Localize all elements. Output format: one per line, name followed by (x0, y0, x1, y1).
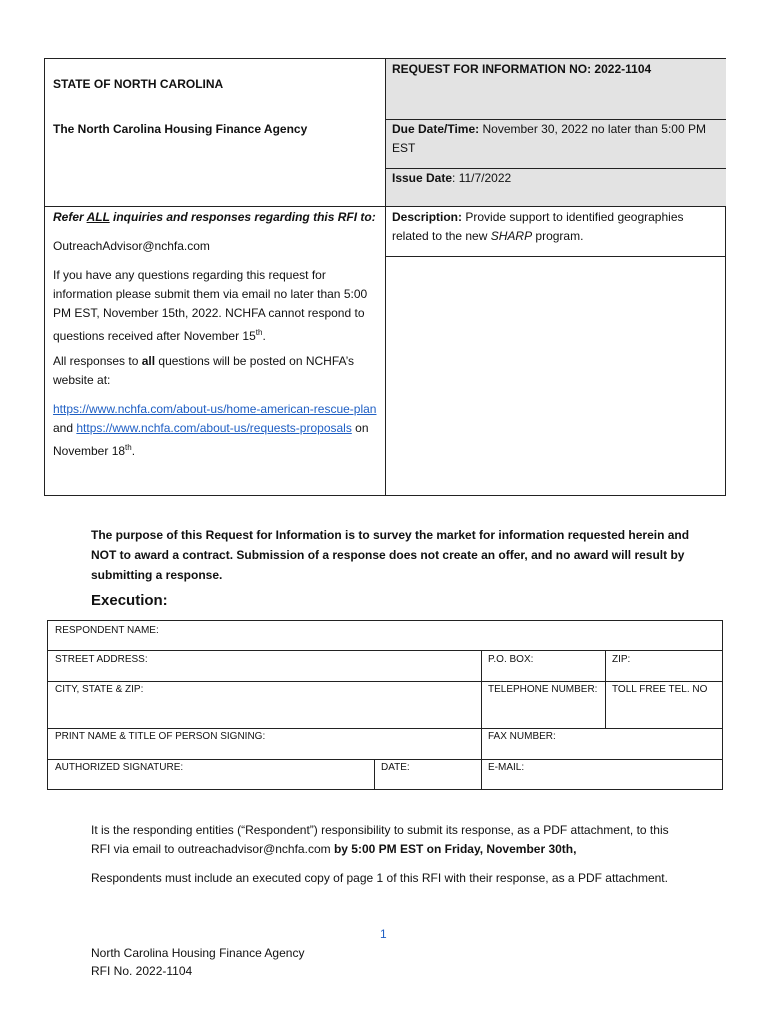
refer-instruction: Refer ALL inquiries and responses regarding this RFI to: (53, 210, 376, 224)
footer-rfi-number: RFI No. 2022-1104 (91, 964, 193, 978)
street-address-field[interactable]: STREET ADDRESS: (55, 654, 148, 665)
fax-field[interactable]: FAX NUMBER: (488, 731, 556, 742)
agency-title: The North Carolina Housing Finance Agency (53, 122, 308, 136)
rfi-header-table (44, 58, 726, 496)
purpose-statement: The purpose of this Request for Information is to survey the market for information requested herein and NOT to award a contract. Submission of a response does not create an offer, and no award will result by submitting a response. (91, 528, 690, 582)
po-box-field[interactable]: P.O. BOX: (488, 654, 534, 665)
execution-heading: Execution: (91, 592, 168, 609)
description: Description: Provide support to identified geographies related to the new SHARP program. (392, 210, 684, 243)
home-american-rescue-plan-link[interactable]: https://www.nchfa.com/about-us/home-american-rescue-plan (53, 402, 377, 416)
questions-text: If you have any questions regarding this request for information please submit them via email no later than 5:00 PM EST, November 15th, 2022. NCHFA cannot respond to questions received after November 15th. (53, 268, 368, 343)
respondent-name-field[interactable]: RESPONDENT NAME: (55, 625, 159, 636)
signature-field[interactable]: AUTHORIZED SIGNATURE: (55, 762, 184, 773)
zip-field[interactable]: ZIP: (612, 654, 631, 665)
issue-date: Issue Date: 11/7/2022 (392, 171, 512, 185)
links-text: https://www.nchfa.com/about-us/home-american-rescue-plan and https://www.nchfa.com/about-us/requests-proposals on November 18th. (53, 402, 377, 458)
city-state-zip-field[interactable]: CITY, STATE & ZIP: (55, 684, 144, 695)
print-name-field[interactable]: PRINT NAME & TITLE OF PERSON SIGNING: (55, 731, 266, 742)
date-field[interactable]: DATE: (381, 762, 410, 773)
execution-form (47, 620, 723, 790)
submission-instructions: It is the responding entities (“Respondent”) responsibility to submit its response, as a PDF attachment, to this RFI via email to outreachadvisor@nchfa.com by 5:00 PM EST on Friday, November 30th, (91, 823, 669, 856)
attachment-instructions: Respondents must include an executed copy of page 1 of this RFI with their response, as a PDF attachment. (91, 871, 668, 885)
email-field[interactable]: E-MAIL: (488, 762, 525, 773)
requests-proposals-link[interactable]: https://www.nchfa.com/about-us/requests-proposals (76, 421, 352, 435)
toll-free-field[interactable]: TOLL FREE TEL. NO (612, 684, 708, 695)
state-title: STATE OF NORTH CAROLINA (53, 77, 224, 91)
telephone-field[interactable]: TELEPHONE NUMBER: (488, 684, 598, 695)
page-number: 1 (380, 927, 387, 941)
contact-email: OutreachAdvisor@nchfa.com (53, 239, 210, 253)
due-date: Due Date/Time: November 30, 2022 no later than 5:00 PM EST (392, 122, 706, 155)
responses-text: All responses to all questions will be posted on NCHFA’s website at: (53, 354, 355, 387)
rfi-number: REQUEST FOR INFORMATION NO: 2022-1104 (392, 62, 652, 76)
footer-agency: North Carolina Housing Finance Agency (91, 946, 305, 960)
